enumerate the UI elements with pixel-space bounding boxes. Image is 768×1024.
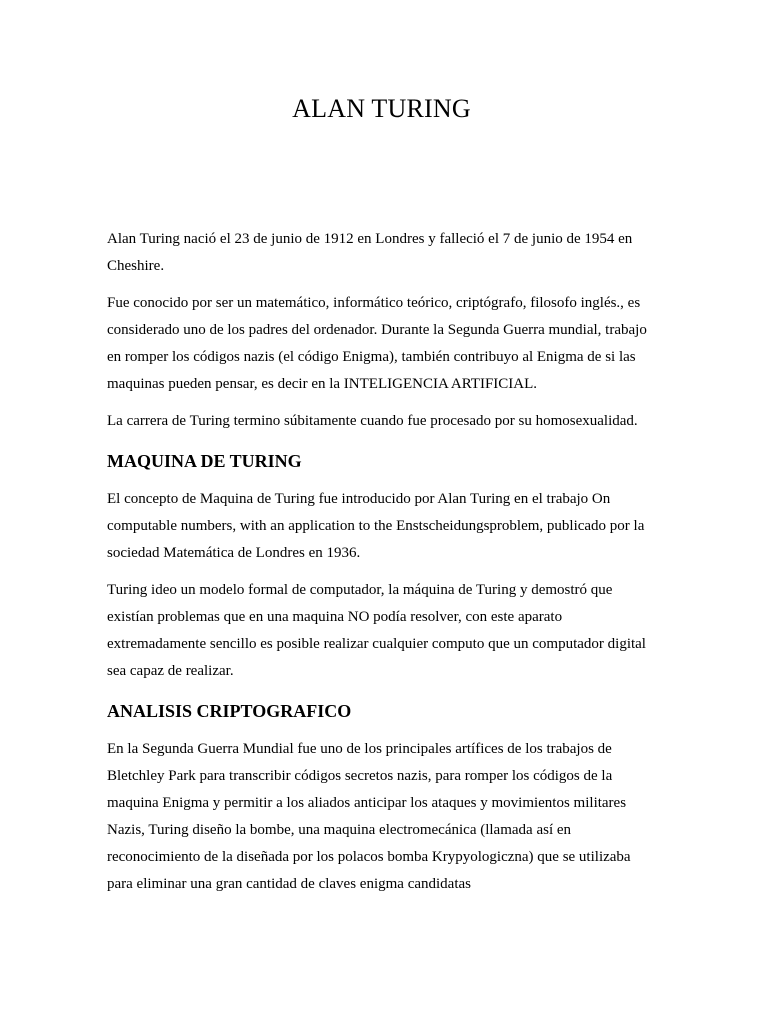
section-paragraph: Turing ideo un modelo formal de computador, la máquina de Turing y demostró que existían problemas que en una maquina NO podía resolver, con este aparato extremadamente sencillo es posible realizar cualquier computo que un computador digital sea capaz de realizar. bbox=[107, 582, 646, 679]
intro-paragraph-career: Fue conocido por ser un matemático, informático teórico, criptógrafo, filosofo inglés., es considerado uno de los padres del ordenador. Durante la Segunda Guerra mundial, trabajo en romper los códigos nazis (el código Enigma), también contribuyo al Enigma de si las maquinas pueden pensar, es decir en la INTELIGENCIA ARTIFICIAL. bbox=[107, 295, 647, 392]
section-paragraph: En la Segunda Guerra Mundial fue uno de los principales artífices de los trabajos de Bletchley Park para transcribir códigos secretos nazis, para romper los códigos de la maquina Enigma y permitir a los aliados anticipar los ataques y movimientos militares Nazis, Turing diseño la bombe, una maquina electromecánica (llamada así en reconocimiento de la diseñada por los polacos bomba Krypyologiczna) que se utilizaba para eliminar una gran cantidad de claves enigma candidatas bbox=[107, 741, 631, 892]
section-analisis-criptografico bbox=[107, 699, 656, 898]
intro-section bbox=[107, 226, 656, 435]
section-heading: MAQUINA DE TURING bbox=[107, 451, 302, 471]
intro-paragraph-end: La carrera de Turing termino súbitamente cuando fue procesado por su homosexualidad. bbox=[107, 413, 638, 429]
intro-paragraph-birth: Alan Turing nació el 23 de junio de 1912 en Londres y falleció el 7 de junio de 1954 en Cheshire. bbox=[107, 231, 633, 274]
section-heading: ANALISIS CRIPTOGRAFICO bbox=[107, 701, 352, 721]
section-maquina-de-turing bbox=[107, 449, 656, 685]
section-paragraph: El concepto de Maquina de Turing fue introducido por Alan Turing en el trabajo On computable numbers, with an application to the Enstscheidungsproblem, publicado por la sociedad Matemática de Londres en 1936. bbox=[107, 491, 645, 561]
document-title: ALAN TURING bbox=[292, 94, 471, 123]
